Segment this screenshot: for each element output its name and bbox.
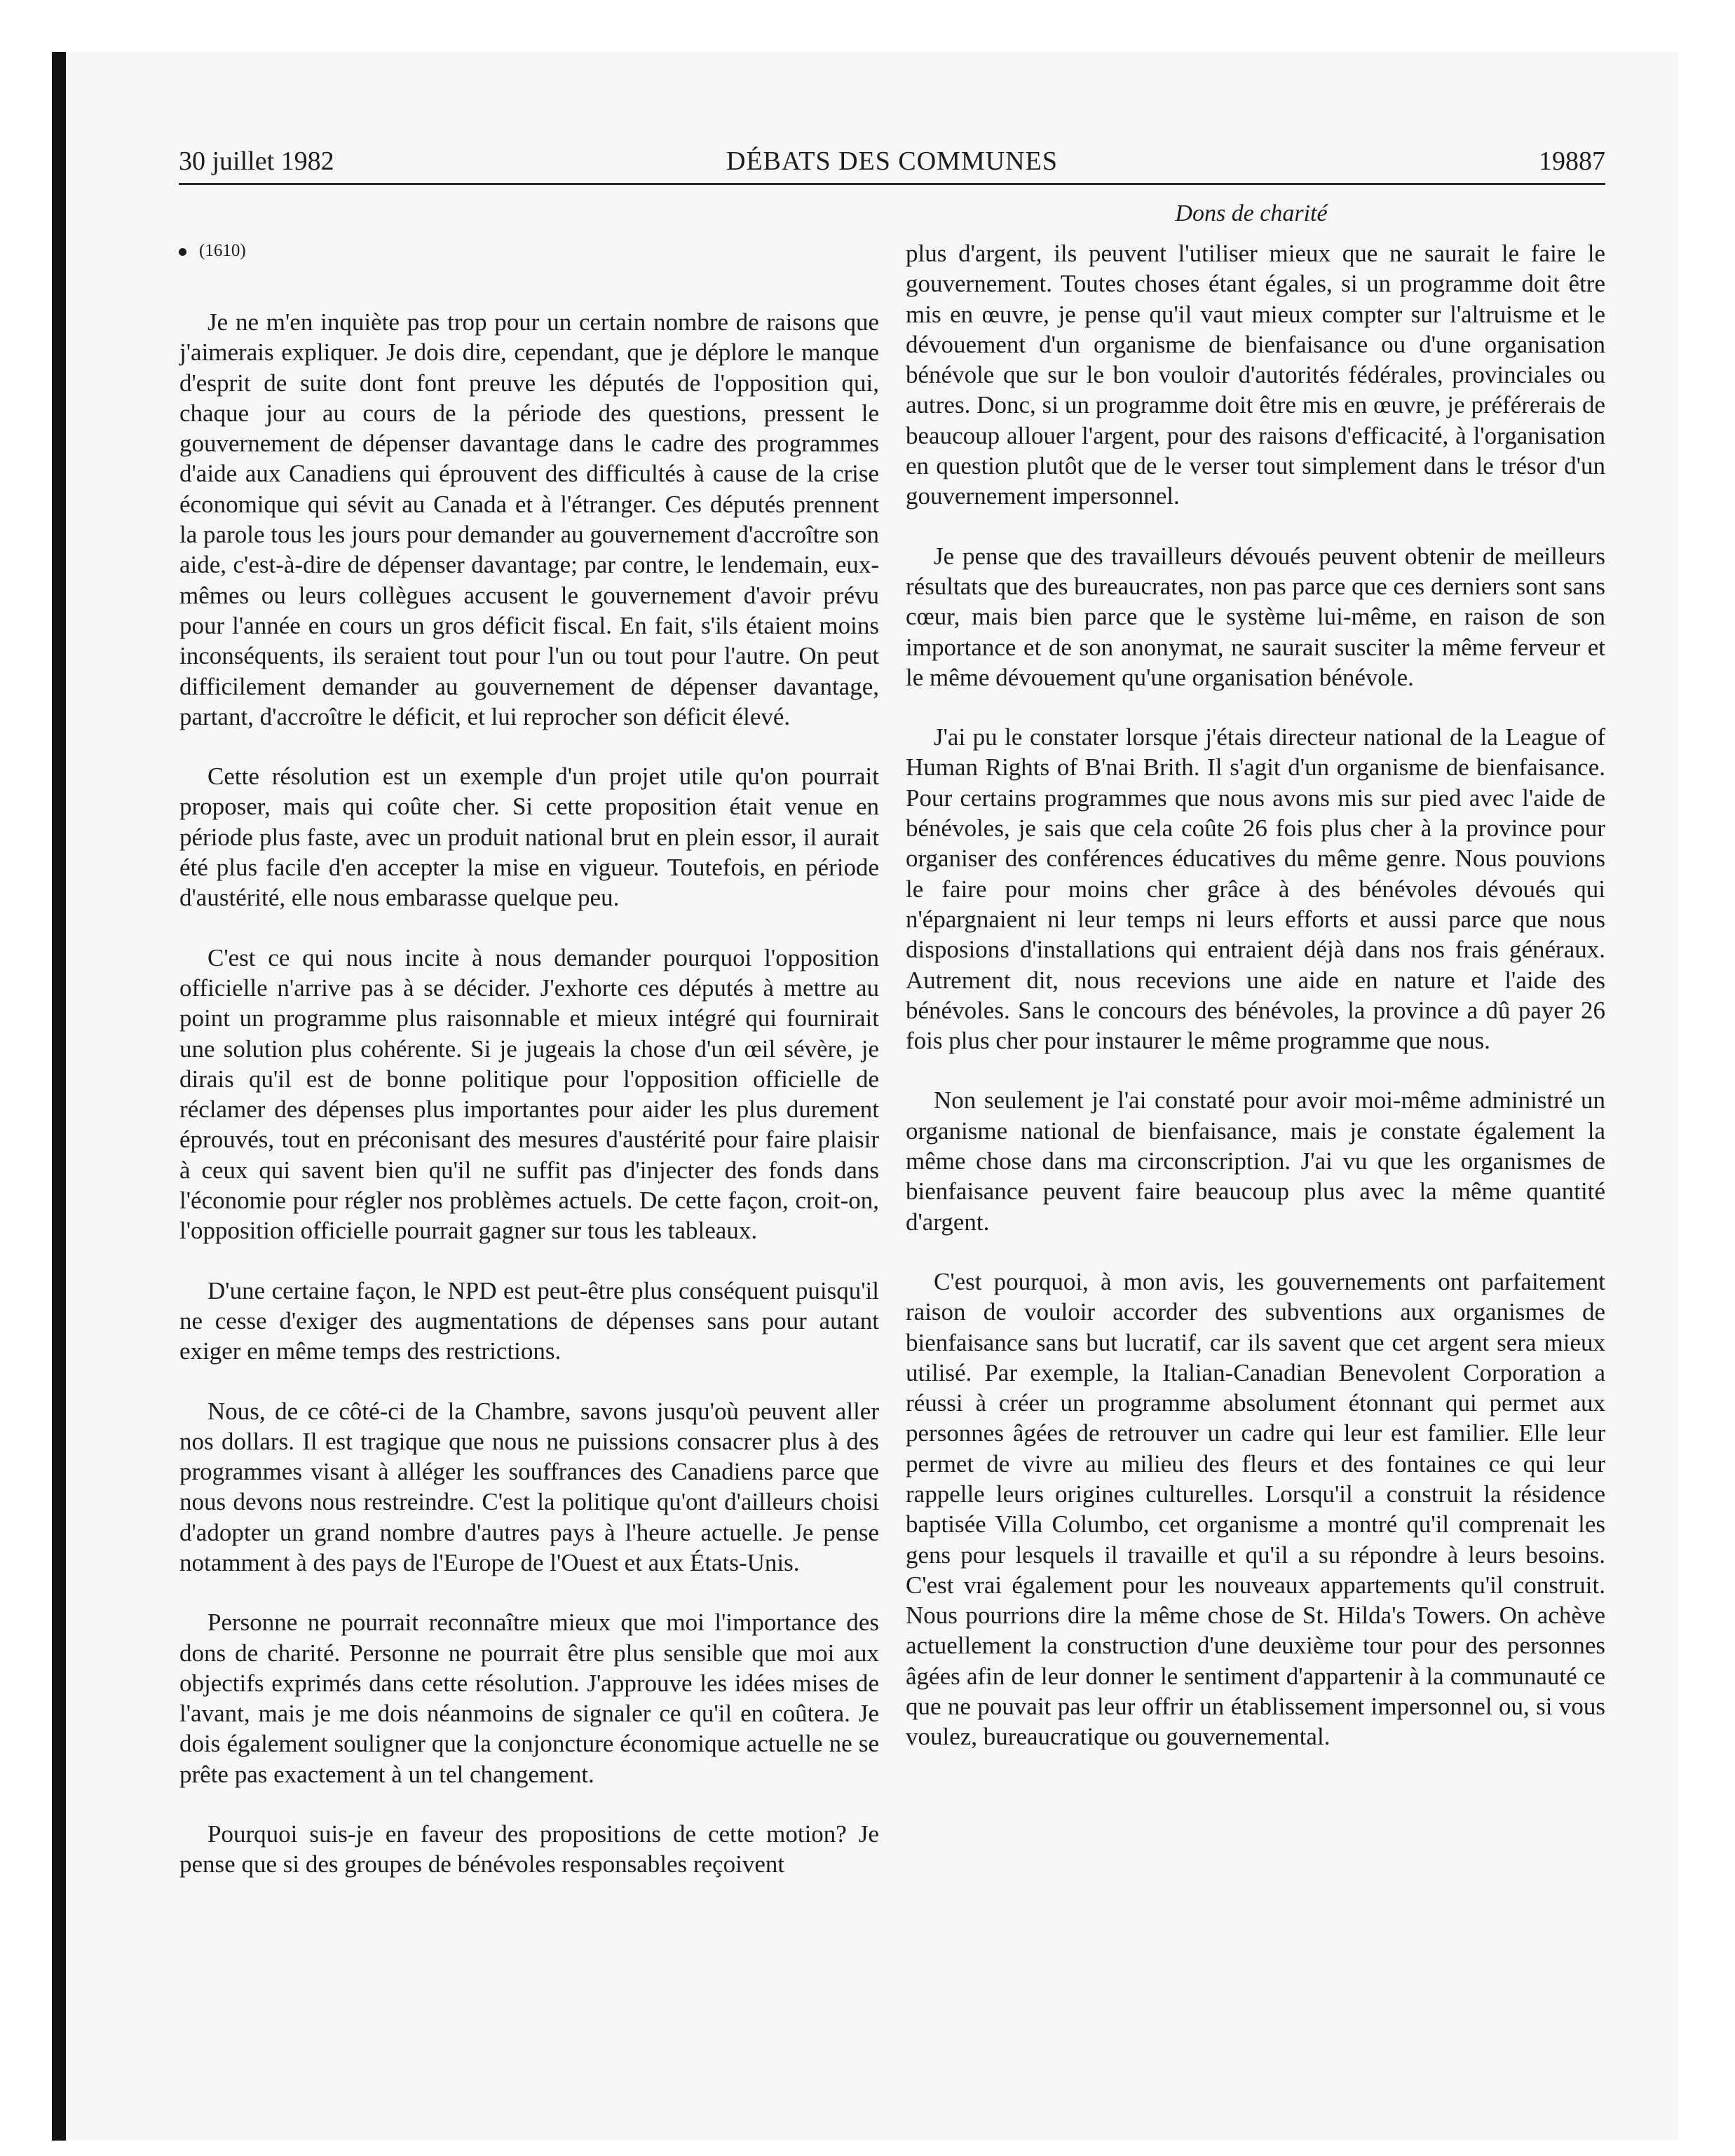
- timecode-marker: [179, 237, 246, 265]
- bullet-icon: [179, 248, 186, 256]
- paragraph: C'est pourquoi, à mon avis, les gouvernements ont parfaitement raison de vouloir accorder des subventions aux organismes de bienfaisance sans but lucratif, car ils savent que cet argent sera mieux utilisé. Par exemple, la Italian-Canadian Benevolent Corporation a réussi à créer un programme absolument étonnant qui permet aux personnes âgées de retrouver un cadre qui leur est familier. Elle leur permet de vivre au milieu des fleurs et des fontaines ce qui leur rappelle leurs origines culturelles. Lorsqu'il a construit la résidence baptisée Villa Columbo, cet organisme a montré qu'il comprenait les gens pour lesquels il travaille et qu'il a su répondre à leurs besoins. C'est vrai également pour les nouveaux appartements qu'il construit. Nous pourrions dire la même chose de St. Hilda's Towers. On achève actuellement la construction d'une deuxième tour pour des personnes âgées afin de leur donner le sentiment d'appartenir à la communauté ce que ne pouvait pas leur offrir un établissement impersonnel ou, si vous voulez, bureaucratique ou gouvernemental.: [906, 1267, 1605, 1751]
- header-publication: DÉBATS DES COMMUNES: [726, 146, 1058, 176]
- header-page-number: 19887: [1539, 146, 1605, 176]
- paragraph: Cette résolution est un exemple d'un projet utile qu'on pourrait proposer, mais qui coûte cher. Si cette proposition était venue en période plus faste, avec un produit national brut en plein essor, il aurait été plus facile d'en accepter la mise en vigueur. Toutefois, en période d'austérité, elle nous embarasse quelque peu.: [179, 763, 879, 912]
- right-column: [906, 238, 1605, 1752]
- paragraph: Je pense que des travailleurs dévoués peuvent obtenir de meilleurs résultats que des bureaucrates, non pas parce que ces derniers sont sans cœur, mais bien parce que le système lui-même, en raison de son importance et de son anonymat, ne saurait susciter la même ferveur et le même dévouement qu'une organisation bénévole.: [906, 542, 1605, 691]
- paragraph: Je ne m'en inquiète pas trop pour un certain nombre de raisons que j'aimerais expliquer. Je dois dire, cependant, que je déplore le manque d'esprit de suite dont font preuve les députés de l'opposition qui, chaque jour au cours de la période des questions, pressent le gouvernement de dépenser davantage dans le cadre des programmes d'aide aux Canadiens qui éprouvent des difficultés à cause de la crise économique qui sévit au Canada et à l'étranger. Ces députés prennent la parole tous les jours pour demander au gouvernement d'accroître son aide, c'est-à-dire de dépenser davantage; par contre, le lendemain, eux-mêmes ou leurs collègues accusent le gouvernement d'avoir prévu pour l'année en cours un gros déficit fiscal. En fait, s'ils étaient moins inconséquents, ils seraient tout pour l'un ou tout pour l'autre. On peut difficilement demander au gouvernement de dépenser davantage, partant, d'accroître le déficit, et lui reprocher son déficit élevé.: [179, 308, 879, 730]
- paragraph: C'est ce qui nous incite à nous demander pourquoi l'opposition officielle n'arrive pas à se décider. J'exhorte ces députés à mettre au point un programme plus raisonnable et mieux intégré qui fournirait une solution plus cohérente. Si je jugeais la chose d'un œil sévère, je dirais qu'il est de bonne politique pour l'opposition officielle de réclamer des dépenses plus importantes pour aider les plus durement éprouvés, tout en préconisant des mesures d'austérité pour faire plaisir à ceux qui savent bien qu'il ne suffit pas d'injecter des fonds dans l'économie pour régler nos problèmes actuels. De cette façon, croit-on, l'opposition officielle pourrait gagner sur tous les tableaux.: [179, 943, 879, 1245]
- header-date: 30 juillet 1982: [179, 146, 334, 176]
- paragraph: Non seulement je l'ai constaté pour avoir moi-même administré un organisme national de bienfaisance, mais je constate également la même chose dans ma circonscription. J'ai vu que les organismes de bienfaisance peuvent faire beaucoup plus avec la même quantité d'argent.: [906, 1086, 1605, 1236]
- scan-border: [52, 52, 66, 2141]
- paragraph: Pourquoi suis-je en faveur des propositions de cette motion? Je pense que si des groupes de bénévoles responsables reçoivent: [179, 1820, 879, 1878]
- section-title: Dons de charité: [1175, 200, 1328, 226]
- timecode-text: (1610): [199, 241, 246, 260]
- paragraph: Personne ne pourrait reconnaître mieux que moi l'importance des dons de charité. Personne ne pourrait être plus sensible que moi aux objectifs exprimés dans cette résolution. J'approuve les idées mises de l'avant, mais je me dois néanmoins de signaler ce qu'il en coûtera. Je dois également souligner que la conjoncture économique actuelle ne se prête pas exactement à un tel changement.: [179, 1609, 879, 1788]
- left-column: [179, 307, 879, 1880]
- paragraph: Nous, de ce côté-ci de la Chambre, savons jusqu'où peuvent aller nos dollars. Il est tragique que nous ne puissions consacrer plus à des programmes visant à alléger les souffrances des Canadiens parce que nous devons nous restreindre. C'est la politique qu'ont d'ailleurs choisi d'adopter un grand nombre d'autres pays à l'heure actuelle. Je pense notamment à des pays de l'Europe de l'Ouest et aux États-Unis.: [179, 1397, 879, 1576]
- paragraph: plus d'argent, ils peuvent l'utiliser mieux que ne saurait le faire le gouvernement. Toutes choses étant égales, si un programme doit être mis en œuvre, je pense qu'il vaut mieux compter sur l'altruisme et le dévouement d'un organisme de bienfaisance ou d'une organisation bénévole que sur le bon vouloir d'autorités fédérales, provinciales ou autres. Donc, si un programme doit être mis en œuvre, je préférerais de beaucoup allouer l'argent, pour des raisons d'efficacité, à l'organisation en question plutôt que de le verser tout simplement dans le trésor d'un gouvernement impersonnel.: [906, 240, 1605, 510]
- running-header: [179, 144, 1605, 185]
- paragraph: J'ai pu le constater lorsque j'étais directeur national de la League of Human Rights of B'nai Brith. Il s'agit d'un organisme de bienfaisance. Pour certains programmes que nous avons mis sur pied avec l'aide de bénévoles, je sais que cela coûte 26 fois plus cher à la province pour organiser des conférences éducatives du même genre. Nous pouvions le faire pour moins cher grâce à des bénévoles dévoués qui n'épargnaient ni leur temps ni leurs efforts et aussi parce que nous disposions d'installations qui entraient déjà dans nos frais généraux. Autrement dit, nous recevions une aide en nature et l'aide des bénévoles. Sans le concours des bénévoles, la province a dû payer 26 fois plus cher pour instaurer le même programme que nous.: [906, 723, 1605, 1055]
- paragraph: D'une certaine façon, le NPD est peut-être plus conséquent puisqu'il ne cesse d'exiger des augmentations de dépenses sans pour autant exiger en même temps des restrictions.: [179, 1276, 879, 1365]
